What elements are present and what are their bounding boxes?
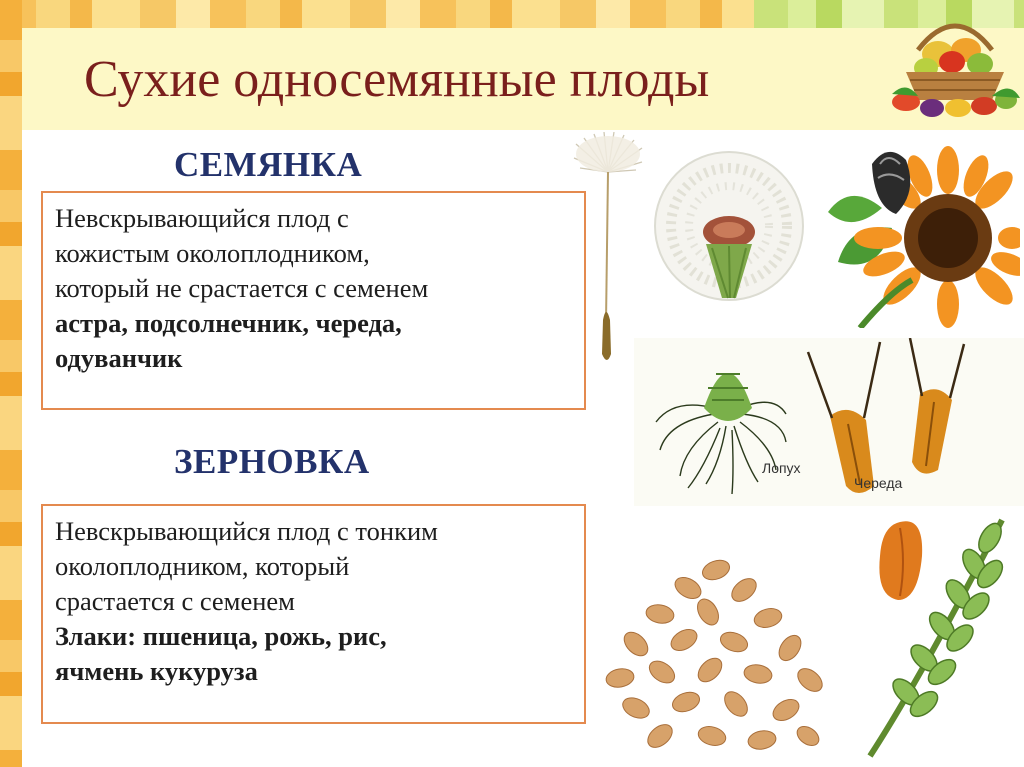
- definition-line: Невскрывающийся плод с: [55, 203, 349, 233]
- caryopsis-definition-box: [41, 504, 586, 724]
- definition-line: околоплодником, который: [55, 551, 350, 581]
- definition-line: который не срастается с семенем: [55, 273, 429, 303]
- section-label-caryopsis: ЗЕРНОВКА: [174, 442, 370, 481]
- section-label-achene: СЕМЯНКА: [174, 145, 363, 184]
- fruit-basket-image: [888, 10, 1022, 122]
- sunflower-image: [820, 142, 1020, 328]
- bidens-caption: Череда: [854, 475, 903, 491]
- wheat-grains-image: [596, 540, 840, 764]
- burdock-caption: Лопух: [762, 460, 801, 476]
- examples-line: астра, подсолнечник, череда,: [55, 308, 402, 338]
- definition-line: срастается с семенем: [55, 586, 295, 616]
- examples-line: одуванчик: [55, 343, 183, 373]
- definition-line: кожистым околоплодником,: [55, 238, 370, 268]
- achene-definition-box: [41, 191, 586, 410]
- dandelion-seed-image: [570, 132, 646, 368]
- wheat-ear-image: [862, 516, 1014, 760]
- burdock-bidens-image: [634, 338, 1024, 506]
- dandelion-head-image: [646, 148, 812, 306]
- examples-line: Злаки: пшеница, рожь, рис,: [55, 621, 387, 651]
- examples-line: ячмень кукуруза: [55, 656, 258, 686]
- top-decorative-stripe: [0, 0, 1024, 28]
- slide-title: Сухие односемянные плоды: [84, 51, 710, 108]
- left-decorative-stripe: [0, 0, 22, 767]
- definition-line: Невскрывающийся плод с тонким: [55, 516, 438, 546]
